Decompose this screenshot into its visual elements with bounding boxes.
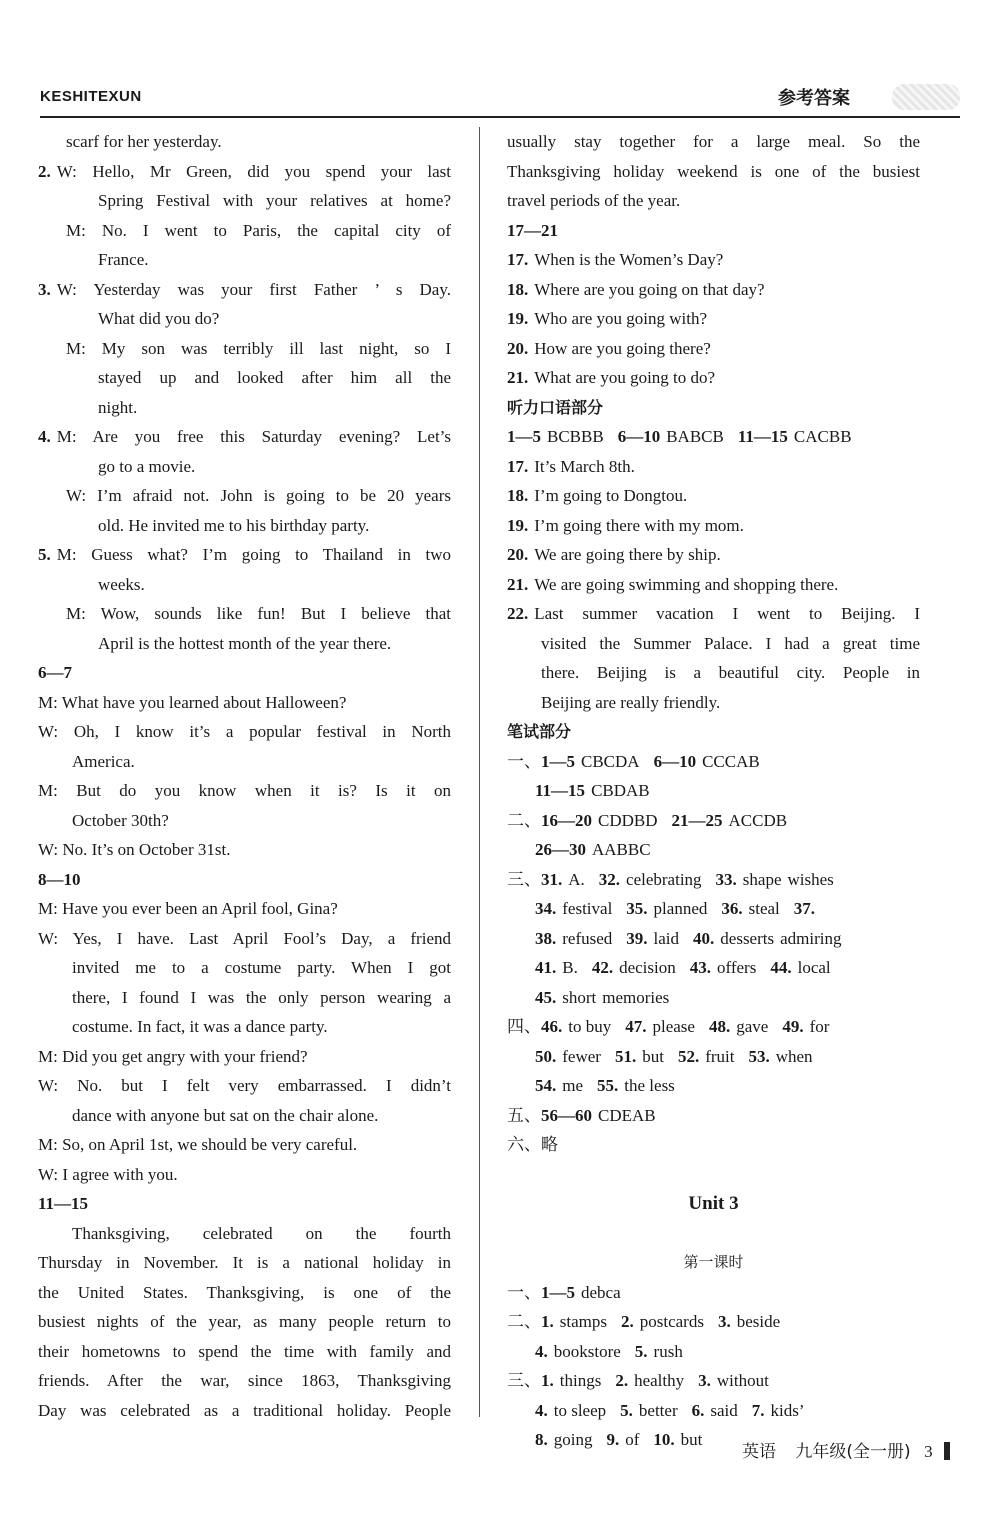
line-text: What did you do? (98, 309, 220, 328)
item-number: 16—20 (541, 810, 592, 830)
item-number: 21—25 (671, 810, 723, 830)
line-text: steal (748, 899, 780, 918)
text-line (507, 1042, 920, 1072)
text-line (38, 245, 451, 275)
decorative-banner-icon (892, 84, 960, 110)
item-number: 45. (535, 987, 557, 1007)
line-text: refused (562, 928, 613, 948)
line-text: better (638, 1400, 678, 1420)
line-text: It’s March 8th. (534, 456, 635, 476)
item-number: 8—10 (38, 869, 81, 889)
item-number: 52. (677, 1046, 700, 1066)
item-number: 21. (507, 574, 529, 594)
text-line (38, 806, 451, 836)
line-text: please (652, 1017, 695, 1036)
text-line (507, 452, 920, 482)
item-number: 19. (507, 309, 529, 328)
line-text: there. Beijing is a beautiful city. People in (541, 663, 920, 682)
line-text: old. He invited me to his birthday party. (98, 515, 370, 535)
roman-section-label: 五、 (507, 1105, 541, 1126)
item-number: 21. (507, 368, 529, 387)
roman-section-label: 二、 (507, 810, 541, 831)
section-heading: 笔试部分 (507, 722, 572, 741)
line-text: offers (717, 958, 757, 977)
item-number: 55. (597, 1076, 619, 1095)
text-line (38, 865, 451, 895)
text-line (507, 540, 920, 570)
item-number: 42. (591, 958, 614, 977)
line-text: things (559, 1371, 602, 1390)
text-line (38, 629, 451, 659)
line-text: but (642, 1046, 664, 1066)
line-text: CCCAB (702, 751, 760, 771)
line-text: going (553, 1430, 593, 1449)
line-text: postcards (639, 1312, 704, 1331)
text-line (38, 540, 451, 570)
item-number: 41. (535, 958, 557, 977)
line-text: to sleep (553, 1400, 607, 1420)
item-number: 1. (541, 1371, 554, 1390)
item-number: 11—15 (535, 781, 586, 800)
item-number: 38. (535, 928, 557, 948)
item-number: 56—60 (541, 1105, 592, 1125)
item-number: 19. (507, 515, 529, 535)
item-number: 37. (793, 899, 816, 918)
item-number: 17—21 (507, 220, 558, 240)
line-text: CBCDA (581, 751, 640, 771)
line-text: CBDAB (591, 781, 650, 800)
line-text: local (797, 958, 831, 977)
item-number: 1—5 (541, 751, 575, 771)
item-number: 10. (653, 1430, 675, 1449)
line-text: kids’ (770, 1400, 805, 1420)
footer-grade: 九年级(全一册) (795, 1442, 911, 1462)
text-line (38, 894, 451, 924)
item-number: 8. (535, 1430, 548, 1449)
text-line (38, 481, 451, 511)
text-line (507, 776, 920, 806)
item-number: 32. (598, 869, 621, 889)
brand-label: KESHITEXUN (40, 88, 142, 105)
text-line (507, 747, 920, 777)
line-text: short (562, 987, 597, 1007)
line-text: laid (653, 928, 680, 948)
line-text: dance with anyone but sat on the chair alone. (72, 1105, 379, 1125)
line-text: I’m going there with my mom. (534, 515, 744, 535)
line-text: fruit (705, 1046, 735, 1066)
text-line (507, 1130, 920, 1160)
text-line (507, 865, 920, 895)
item-number: 53. (748, 1046, 770, 1066)
line-text: W: Hello, Mr Green, did you spend your last (56, 161, 451, 181)
footer-subject: 英语 (742, 1442, 777, 1462)
text-line (38, 599, 451, 629)
item-number: 1—5 (541, 1282, 575, 1302)
text-line (507, 1337, 920, 1367)
item-number: 20. (507, 545, 529, 564)
text-line (507, 511, 920, 541)
text-line (38, 1189, 451, 1219)
item-number: 36. (721, 899, 743, 918)
text-line (38, 511, 451, 541)
line-text: rush (653, 1341, 683, 1361)
line-text: me (562, 1076, 584, 1095)
line-text: W: No. It’s on October 31st. (38, 840, 231, 859)
line-text: How are you going there? (534, 338, 711, 358)
line-text: Who are you going with? (534, 309, 708, 328)
line-text: What are you going to do? (534, 368, 716, 387)
item-number: 50. (535, 1046, 557, 1066)
item-number: 3. (717, 1312, 731, 1331)
item-number: 1. (541, 1312, 554, 1331)
line-text: A. (568, 869, 585, 889)
item-number: 6—7 (38, 663, 72, 682)
text-line (38, 717, 451, 747)
item-number: 26—30 (535, 840, 586, 859)
line-text: planned (653, 899, 708, 918)
roman-section-label: 二、 (507, 1312, 541, 1332)
text-line (38, 186, 451, 216)
text-line (38, 1042, 451, 1072)
text-line (38, 953, 451, 983)
text-line (507, 275, 920, 305)
line-text: Day was celebrated as a traditional holiday. People (38, 1400, 451, 1420)
text-line (507, 1012, 920, 1042)
line-text: memories (602, 987, 670, 1007)
text-line (507, 953, 920, 983)
text-line (38, 422, 451, 452)
line-text: M: Guess what? I’m going to Thailand in two (56, 545, 451, 564)
line-text: M: What have you learned about Halloween? (38, 692, 347, 712)
item-number: 35. (626, 899, 648, 918)
line-text: the less (624, 1076, 675, 1095)
item-number: 33. (715, 869, 737, 889)
item-number: 7. (751, 1400, 765, 1420)
text-line (38, 1012, 451, 1042)
item-number: 18. (507, 279, 529, 299)
line-text: BABCB (666, 427, 724, 446)
item-number: 2. (38, 161, 51, 181)
line-text: I’m going to Dongtou. (534, 486, 688, 505)
text-line (38, 688, 451, 718)
text-line (507, 422, 920, 452)
text-line (38, 983, 451, 1013)
item-number: 3. (698, 1371, 711, 1390)
line-text: costume. In fact, it was a dance party. (72, 1017, 328, 1036)
item-number: 9. (606, 1430, 620, 1449)
text-line (507, 1396, 920, 1426)
text-line (38, 1366, 451, 1396)
line-text: travel periods of the year. (507, 191, 681, 210)
item-number: 17. (507, 456, 529, 476)
roman-section-label: 一、 (507, 751, 541, 772)
item-number: 54. (535, 1076, 557, 1095)
item-number: 2. (615, 1371, 629, 1390)
item-number: 22. (507, 604, 529, 623)
item-number: 4. (535, 1400, 548, 1420)
line-text: M: My son was terribly ill last night, so I (66, 338, 451, 358)
line-text: visited the Summer Palace. I had a great time (541, 633, 920, 653)
line-text: Thanksgiving holiday weekend is one of the busiest (507, 161, 920, 181)
right-column (507, 127, 920, 1455)
item-number: 20. (507, 338, 529, 358)
line-text: We are going there by ship. (534, 545, 721, 564)
line-text: AABBC (592, 840, 651, 859)
line-text: W: Yesterday was your first Father ’ s Day. (56, 279, 451, 299)
line-text: wishes (787, 869, 834, 889)
line-text: We are going swimming and shopping there. (534, 574, 839, 594)
text-line (38, 1219, 451, 1249)
line-text: their hometowns to spend the time with family and (38, 1341, 451, 1361)
text-line (507, 363, 920, 393)
item-number: 31. (541, 869, 563, 889)
line-text: scarf for her yesterday. (66, 132, 222, 151)
text-line (38, 1278, 451, 1308)
item-number: 4. (38, 427, 51, 446)
text-line (507, 894, 920, 924)
page-header (40, 82, 960, 118)
text-line (507, 983, 920, 1013)
line-text: said (710, 1400, 738, 1420)
roman-section-label: 六、略 (507, 1135, 558, 1155)
line-text: bookstore (553, 1341, 621, 1361)
blank-line (507, 1160, 920, 1190)
line-text: W: I’m afraid not. John is going to be 20 years (66, 486, 451, 505)
text-line (38, 1337, 451, 1367)
text-line (38, 1160, 451, 1190)
line-text: W: Yes, I have. Last April Fool’s Day, a friend (38, 928, 451, 948)
line-text: gave (736, 1017, 769, 1036)
blank-line (507, 1219, 920, 1249)
line-text: When is the Women’s Day? (534, 250, 724, 269)
text-line (38, 835, 451, 865)
text-line (507, 1101, 920, 1131)
item-number: 6—10 (653, 751, 697, 771)
text-line (507, 245, 920, 275)
item-number: 5. (38, 545, 51, 564)
line-text: M: Did you get angry with your friend? (38, 1046, 308, 1066)
line-text: M: Are you free this Saturday evening? Let’s (56, 427, 451, 446)
text-line (507, 806, 920, 836)
line-text: W: Oh, I know it’s a popular festival in North (38, 722, 451, 741)
text-line (38, 275, 451, 305)
line-text: festival (562, 899, 613, 918)
text-line (507, 334, 920, 364)
text-line (507, 186, 920, 216)
text-line (507, 1366, 920, 1396)
text-line (38, 776, 451, 806)
text-line (507, 304, 920, 334)
line-text: stayed up and looked after him all the (98, 368, 451, 387)
text-line (38, 393, 451, 423)
line-text: the United States. Thanksgiving, is one of the (38, 1282, 451, 1302)
line-text: October 30th? (72, 810, 169, 830)
text-line (507, 658, 920, 688)
item-number: 5. (620, 1400, 633, 1420)
line-text: BCBBB (547, 427, 604, 446)
line-text: debca (581, 1282, 621, 1302)
text-line (38, 1071, 451, 1101)
text-line (38, 363, 451, 393)
item-number: 3. (38, 279, 51, 299)
item-number: 51. (614, 1046, 637, 1066)
line-text: April is the hottest month of the year there. (98, 633, 392, 653)
left-column (38, 127, 451, 1425)
line-text: weeks. (98, 574, 145, 594)
item-number: 6—10 (617, 427, 661, 446)
line-text: desserts (720, 928, 775, 948)
item-number: 47. (625, 1017, 647, 1036)
item-number: 2. (620, 1312, 634, 1331)
text-line (507, 688, 920, 718)
text-line (507, 570, 920, 600)
text-line (38, 924, 451, 954)
item-number: 5. (634, 1341, 648, 1361)
roman-section-label: 三、 (507, 869, 541, 890)
item-number: 49. (782, 1017, 804, 1036)
line-text: friends. After the war, since 1863, Thanksgiving (38, 1371, 451, 1390)
item-number: 48. (708, 1017, 731, 1036)
item-number: 44. (770, 958, 792, 977)
line-text: Spring Festival with your relatives at home? (98, 191, 451, 210)
item-number: 43. (689, 958, 711, 977)
line-text: invited me to a costume party. When I got (72, 958, 451, 977)
line-text: B. (562, 958, 578, 977)
page-footer (742, 1437, 950, 1462)
line-text: usually stay together for a large meal. So the (507, 132, 920, 151)
line-text: M: No. I went to Paris, the capital city of (66, 220, 451, 240)
line-text: Thanksgiving, celebrated on the fourth (72, 1223, 451, 1243)
item-number: 34. (535, 899, 557, 918)
line-text: for (809, 1017, 830, 1036)
section-title: 参考答案 (778, 88, 850, 109)
text-line (38, 747, 451, 777)
line-text: go to a movie. (98, 456, 196, 476)
unit-title: Unit 3 (688, 1193, 739, 1214)
line-text: of (625, 1430, 640, 1449)
roman-section-label: 三、 (507, 1371, 541, 1391)
lesson-title: 第一课时 (683, 1253, 744, 1271)
text-line (507, 1278, 920, 1308)
roman-section-label: 四、 (507, 1017, 541, 1037)
line-text: Last summer vacation I went to Beijing. I (534, 604, 920, 623)
line-text: M: So, on April 1st, we should be very careful. (38, 1135, 358, 1154)
text-line (38, 1307, 451, 1337)
item-number: 40. (693, 928, 715, 948)
line-text: beside (736, 1312, 781, 1331)
item-number: 11—15 (737, 427, 788, 446)
page-number: 3 (924, 1442, 933, 1461)
item-number: 6. (691, 1400, 705, 1420)
column-divider (479, 127, 480, 1417)
text-line (507, 924, 920, 954)
item-number: 11—15 (38, 1194, 89, 1213)
line-text: M: Wow, sounds like fun! But I believe that (66, 604, 451, 623)
text-line (38, 127, 451, 157)
line-text: France. (98, 250, 149, 269)
line-text: Where are you going on that day? (534, 279, 765, 299)
text-line (38, 570, 451, 600)
item-number: 1—5 (507, 427, 541, 446)
text-line (38, 216, 451, 246)
text-line (507, 481, 920, 511)
item-number: 17. (507, 250, 529, 269)
text-line (38, 452, 451, 482)
line-text: there, I found I was the only person wearing a (72, 987, 451, 1007)
line-text: shape (742, 869, 782, 889)
item-number: 39. (626, 928, 648, 948)
item-number: 4. (535, 1341, 548, 1361)
line-text: CDDBD (598, 810, 658, 830)
text-line (38, 658, 451, 688)
line-text: healthy (634, 1371, 685, 1390)
text-line (507, 835, 920, 865)
text-line (38, 1248, 451, 1278)
line-text: to buy (568, 1017, 612, 1036)
line-text: busiest nights of the year, as many people return to (38, 1312, 451, 1331)
line-text: M: But do you know when it is? Is it on (38, 781, 451, 800)
text-line (507, 1071, 920, 1101)
text-line (38, 334, 451, 364)
line-text: ACCDB (728, 810, 788, 830)
line-text: W: I agree with you. (38, 1164, 178, 1184)
line-text: celebrating (626, 869, 702, 889)
roman-section-label: 一、 (507, 1282, 541, 1303)
item-number: 18. (507, 486, 529, 505)
line-text: without (716, 1371, 769, 1390)
line-text: CACBB (793, 427, 852, 446)
text-line (507, 1307, 920, 1337)
line-text: when (775, 1046, 813, 1066)
line-text: decision (619, 958, 676, 977)
line-text: night. (98, 397, 138, 417)
text-line (38, 1130, 451, 1160)
section-heading: 听力口语部分 (507, 397, 604, 417)
line-text: CDEAB (598, 1105, 656, 1125)
text-line (38, 157, 451, 187)
line-text: Beijing are really friendly. (541, 692, 721, 712)
line-text: W: No. but I felt very embarrassed. I didn’t (38, 1076, 451, 1095)
line-text: admiring (780, 928, 842, 948)
line-text: Thursday in November. It is a national holiday in (38, 1253, 451, 1272)
line-text: fewer (562, 1046, 601, 1066)
text-line (38, 1396, 451, 1426)
text-line (507, 216, 920, 246)
item-number: 46. (541, 1017, 563, 1036)
page-marker-icon (944, 1442, 950, 1460)
text-line (507, 127, 920, 157)
line-text: America. (72, 751, 135, 771)
line-text: but (680, 1430, 703, 1449)
line-text: stamps (559, 1312, 607, 1331)
text-line (507, 157, 920, 187)
text-line (38, 1101, 451, 1131)
text-line (507, 629, 920, 659)
text-line (507, 599, 920, 629)
text-line (38, 304, 451, 334)
line-text: M: Have you ever been an April fool, Gina? (38, 899, 338, 918)
